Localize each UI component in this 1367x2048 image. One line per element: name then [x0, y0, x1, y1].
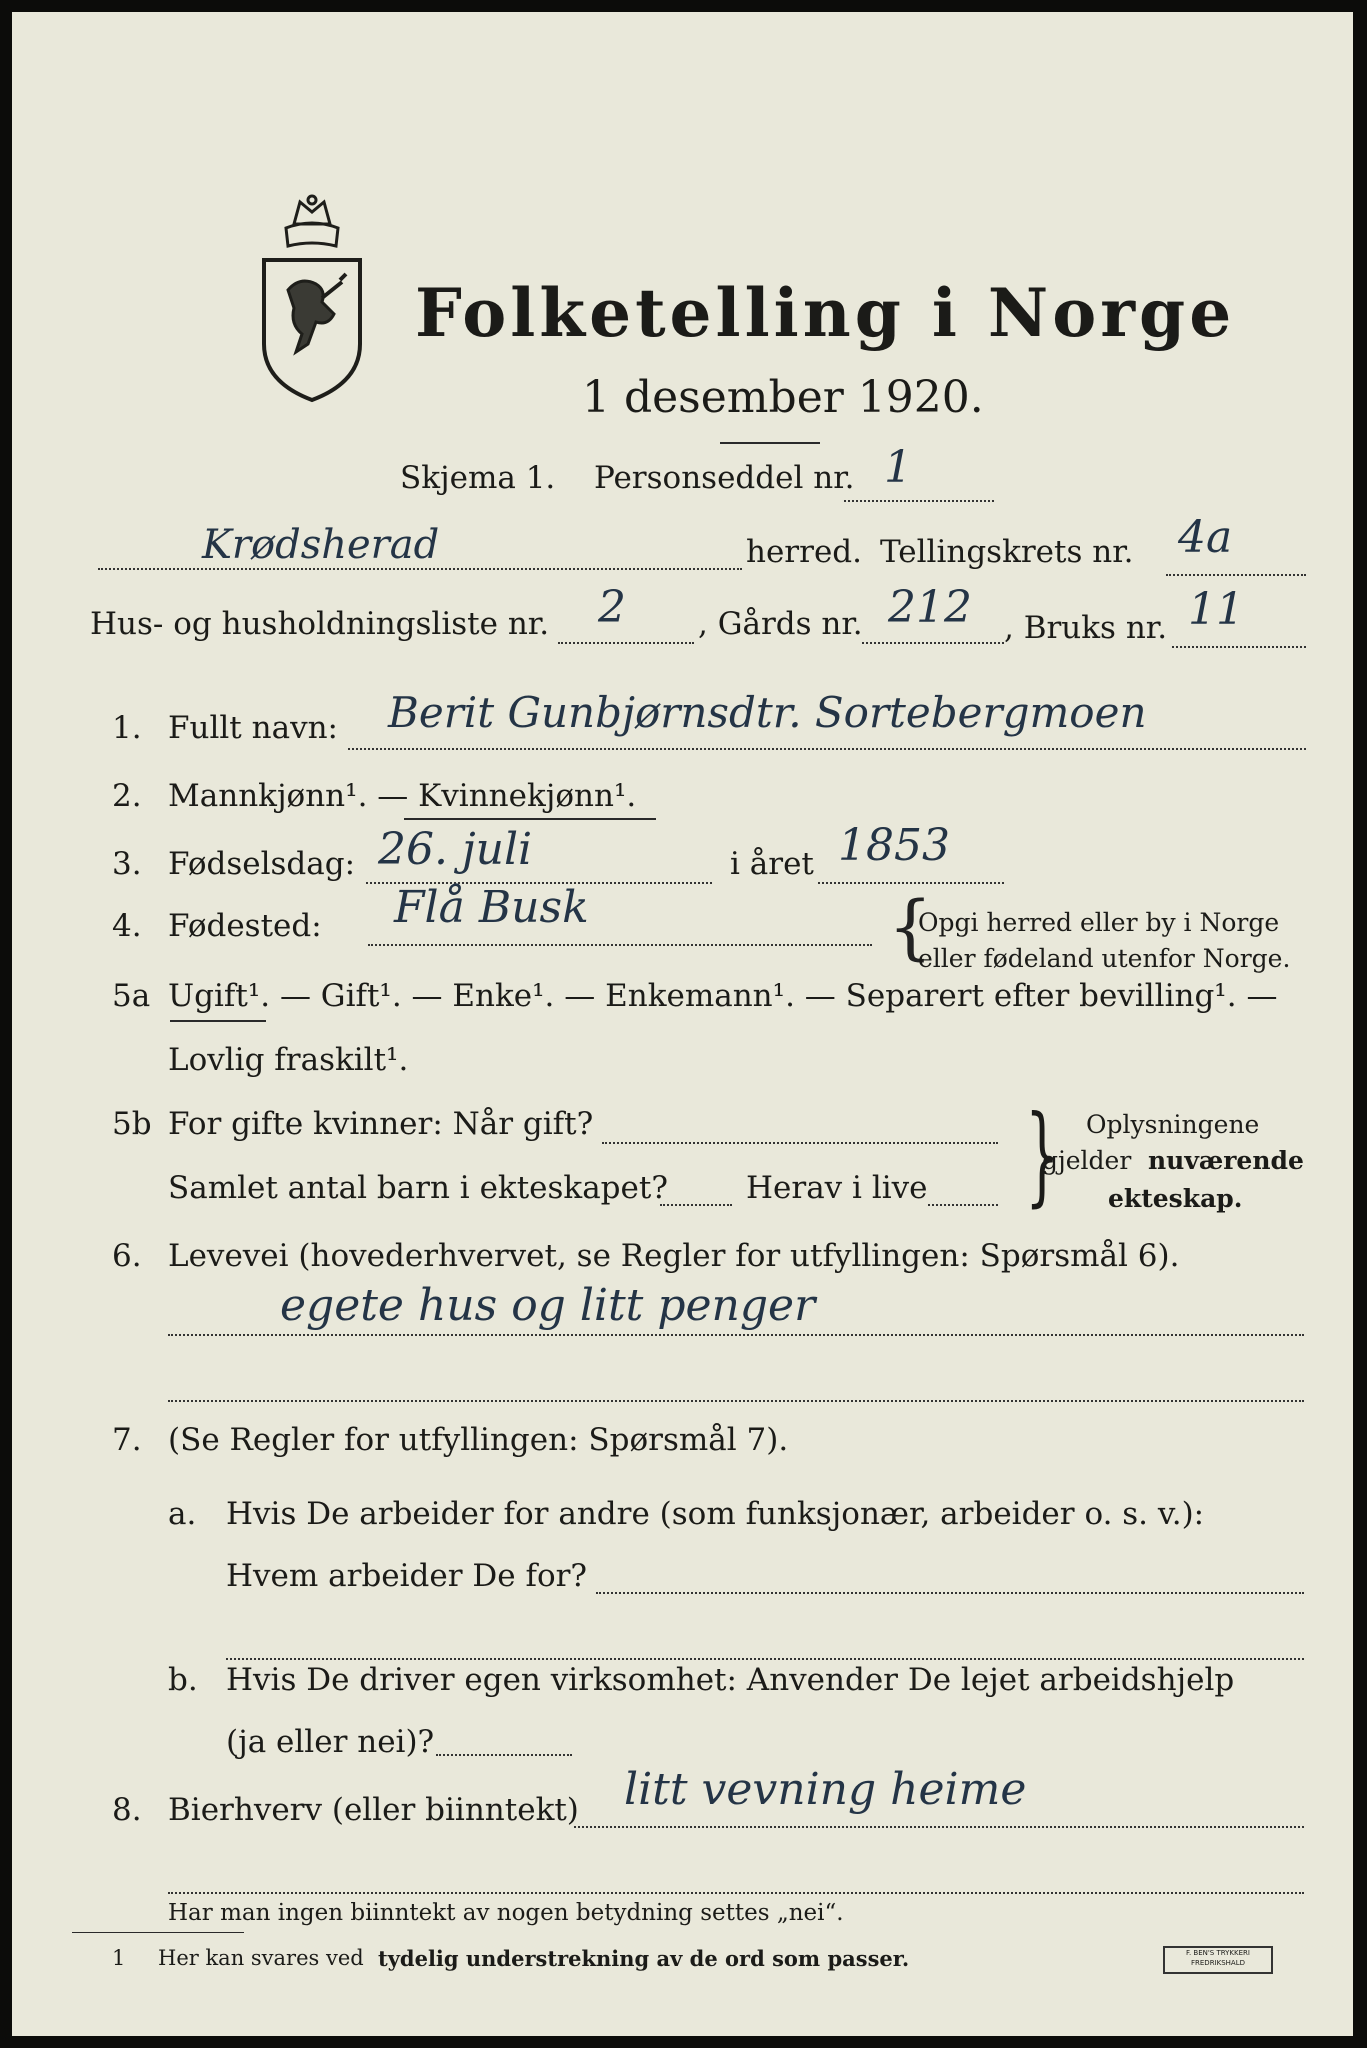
bruks-label: , Bruks nr. [1004, 610, 1168, 646]
q4-note-1: Opgi herred eller by i Norge [918, 908, 1280, 937]
q7-label: (Se Regler for utfyllingen: Spørsmål 7). [168, 1422, 789, 1458]
personseddel-label: Personseddel nr. [594, 460, 855, 496]
q1-label: Fullt navn: [168, 710, 338, 746]
tellingskrets-value[interactable]: 4a [1178, 512, 1233, 563]
q7a-letter: a. [168, 1496, 197, 1532]
q7-number: 7. [112, 1422, 142, 1458]
marital-underline [170, 1020, 266, 1022]
q4-note-2: eller fødeland utenfor Norge. [918, 944, 1291, 973]
q7a-label-2: Hvem arbeider De for? [226, 1558, 588, 1594]
q6-label: Levevei (hovederhvervet, se Regler for utfyllingen: Spørsmål 6). [168, 1238, 1180, 1274]
q6-number: 6. [112, 1238, 142, 1274]
husliste-line [558, 642, 694, 644]
q4-brace: { [888, 886, 933, 968]
footnote-divider [72, 1932, 244, 1933]
gards-line [862, 642, 1004, 644]
full-name-value[interactable]: Berit Gunbjørnsdtr. Sortebergmoen [388, 688, 1147, 737]
footnote-mark: 1 [112, 1946, 126, 1970]
birthplace-line [368, 944, 872, 946]
q3-year-label: i året [730, 846, 814, 882]
q5b-note-1: Oplysningene [1086, 1110, 1260, 1139]
q5b-label-2: Samlet antal barn i ekteskapet? [168, 1170, 668, 1206]
q7a-label: Hvis De arbeider for andre (som funksjonær, arbeider o. s. v.): [226, 1496, 1205, 1532]
side-income-value[interactable]: litt vevning heime [624, 1764, 1027, 1815]
q8-note: Har man ingen biinntekt av nogen betydning settes „nei“. [168, 1900, 844, 1926]
children-alive-line[interactable] [928, 1204, 998, 1206]
norwegian-coat-of-arms-icon [250, 194, 374, 406]
herred-label: herred. [746, 534, 862, 570]
form-title: Folketelling i Norge [415, 274, 1236, 352]
q3-label: Fødselsdag: [168, 846, 356, 882]
birthday-value[interactable]: 26. juli [378, 824, 533, 875]
footnote-text: Her kan svares ved [158, 1946, 364, 1970]
q2-number: 2. [112, 778, 142, 814]
gards-value[interactable]: 212 [888, 582, 972, 633]
herred-line [98, 568, 742, 570]
occupation-line-2 [168, 1400, 1304, 1402]
marital-status-options-2[interactable]: Lovlig fraskilt¹. [168, 1042, 409, 1078]
gender-options[interactable]: Mannkjønn¹. — Kvinnekjønn¹. [168, 778, 637, 814]
side-income-line-2 [168, 1892, 1304, 1894]
gender-underline [404, 818, 656, 820]
q5b-note-2a: gjelder [1042, 1146, 1132, 1175]
personseddel-line [844, 500, 994, 502]
q5b-note-2b: nuværende [1148, 1146, 1304, 1175]
bruks-value[interactable]: 11 [1188, 584, 1244, 635]
q1-number: 1. [112, 710, 142, 746]
q5b-label-3: Herav i live [746, 1170, 928, 1206]
q5a-number: 5a [112, 978, 151, 1014]
q7b-label: Hvis De driver egen virksomhet: Anvender De lejet arbeidshjelp [226, 1662, 1235, 1698]
birthyear-line [818, 882, 1004, 884]
title-divider [720, 442, 820, 444]
q4-label: Fødested: [168, 908, 322, 944]
census-form-sheet [12, 12, 1353, 2036]
tellingskrets-label: Tellingskrets nr. [880, 534, 1134, 570]
tellingskrets-line [1166, 574, 1306, 576]
q8-number: 8. [112, 1792, 142, 1828]
footnote-text-bold: tydelig understrekning av de ord som passer. [378, 1946, 910, 1971]
q7b-label-2: (ja eller nei)? [226, 1724, 435, 1760]
q8-label: Bierhverv (eller biinntekt) [168, 1792, 579, 1828]
occupation-value[interactable]: egete hus og litt penger [280, 1280, 816, 1331]
hired-help-line[interactable] [436, 1754, 572, 1756]
q7b-letter: b. [168, 1662, 198, 1698]
side-income-line-1 [574, 1826, 1304, 1828]
married-when-line[interactable] [602, 1142, 998, 1144]
skjema-label: Skjema 1. [400, 460, 556, 496]
q1-line [348, 748, 1306, 750]
children-count-line[interactable] [660, 1204, 732, 1206]
q3-number: 3. [112, 846, 142, 882]
q5b-number: 5b [112, 1106, 152, 1142]
personseddel-value[interactable]: 1 [884, 442, 912, 493]
q5b-label: For gifte kvinner: Når gift? [168, 1106, 594, 1142]
occupation-line-1 [168, 1334, 1304, 1336]
birthyear-value[interactable]: 1853 [838, 820, 950, 871]
q5b-brace: } [1025, 1093, 1060, 1218]
marital-status-options[interactable]: Ugift¹. — Gift¹. — Enke¹. — Enkemann¹. — Separert efter bevilling¹. — [168, 978, 1278, 1014]
employer-line-1[interactable] [596, 1592, 1304, 1594]
husliste-value[interactable]: 2 [598, 582, 626, 633]
q5b-note-3: ekteskap. [1108, 1184, 1243, 1213]
husliste-label: Hus- og husholdningsliste nr. [90, 606, 550, 642]
birthplace-value[interactable]: Flå Busk [394, 882, 589, 933]
bruks-line [1172, 646, 1306, 648]
gards-label: , Gårds nr. [698, 606, 863, 642]
printer-mark: F. BEN'S TRYKKERI FREDRIKSHALD [1163, 1946, 1273, 1974]
q4-number: 4. [112, 908, 142, 944]
employer-line-2[interactable] [226, 1658, 1304, 1660]
herred-value[interactable]: Krødsherad [202, 522, 440, 568]
census-date: 1 desember 1920. [582, 372, 984, 423]
